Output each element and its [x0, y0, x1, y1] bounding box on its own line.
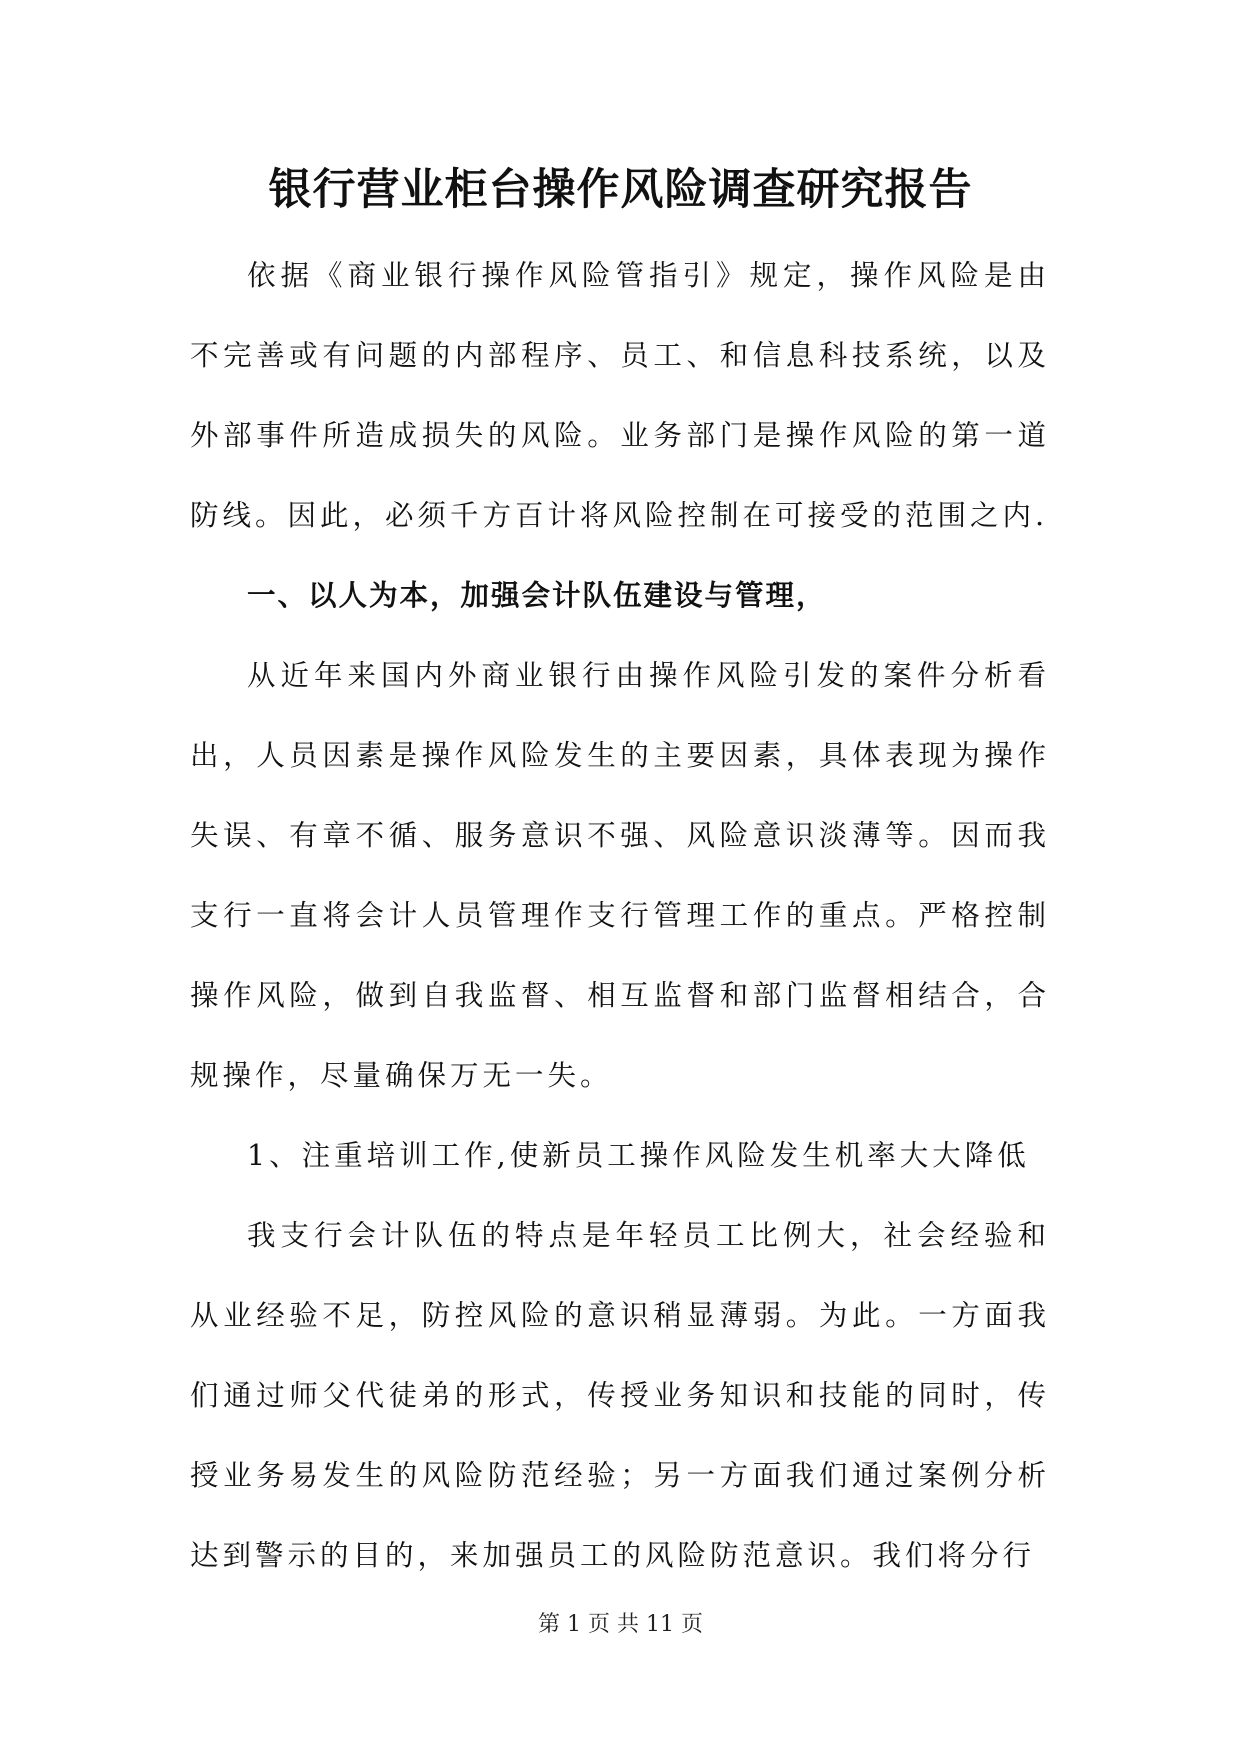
paragraph-intro: 依据《商业银行操作风险管指引》规定，操作风险是由不完善或有问题的内部程序、员工、和信息科技系统，以及外部事件所造成损失的风险。业务部门是操作风险的第一道防线。因此，必须千方百计将风险控制在可接受的范围之内. — [190, 259, 1050, 532]
subheading-training: 1、注重培训工作,使新员工操作风险发生机率大大降低 — [247, 1139, 1030, 1172]
paragraph-training: 我支行会计队伍的特点是年轻员工比例大，社会经验和从业经验不足，防控风险的意识稍显薄弱。为此。一方面我们通过师父代徒弟的形式，传授业务知识和技能的同时，传授业务易发生的风险防范经验；另一方面我们通过案例分析达到警示的目的，来加强员工的风险防范意识。我们将分行 — [190, 1219, 1050, 1572]
section-heading-1: 一、以人为本，加强会计队伍建设与管理， — [247, 579, 827, 612]
document-body — [190, 236, 1050, 1596]
paragraph-people-factor: 从近年来国内外商业银行由操作风险引发的案件分析看出，人员因素是操作风险发生的主要因素，具体表现为操作失误、有章不循、服务意识不强、风险意识淡薄等。因而我支行一直将会计人员管理作支行管理工作的重点。严格控制操作风险，做到自我监督、相互监督和部门监督相结合，合规操作，尽量确保万无一失。 — [190, 659, 1050, 1092]
page-footer: 第 1 页 共 11 页 — [538, 1612, 703, 1637]
document-title: 银行营业柜台操作风险调查研究报告 — [268, 165, 973, 215]
